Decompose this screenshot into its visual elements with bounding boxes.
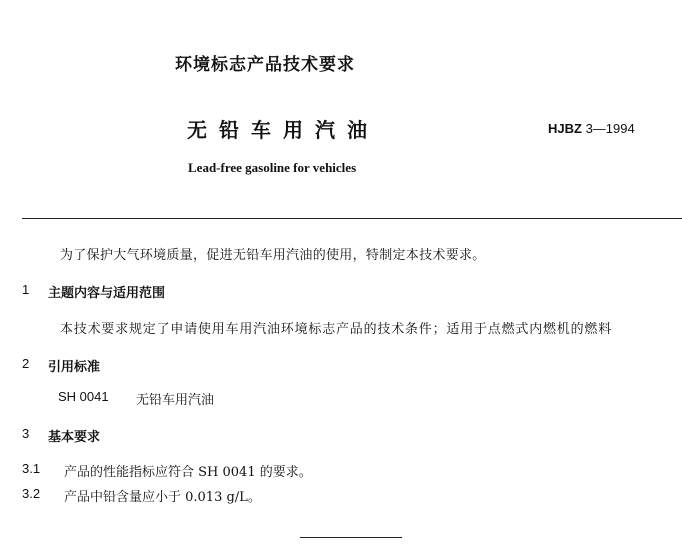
- referenced-standard-code: SH 0041: [58, 389, 109, 404]
- standard-series-heading: 环境标志产品技术要求: [175, 55, 355, 75]
- section-number: 1: [22, 282, 30, 297]
- section-body-scope: 本技术要求规定了申请使用车用汽油环境标志产品的技术条件；适用于点燃式内燃机的燃料: [60, 322, 613, 337]
- section-title-references: 引用标准: [48, 360, 101, 375]
- clause-number: 3.2: [22, 486, 41, 501]
- clause-number: 3.1: [22, 461, 41, 476]
- standard-code-prefix: HJBZ: [548, 121, 582, 136]
- standard-code-number: 3—1994: [585, 121, 635, 136]
- referenced-standard-name: 无铅车用汽油: [136, 393, 215, 408]
- clause-text: 产品中铅含量应小于 0.013 g/L。: [64, 490, 261, 505]
- clause-text: 产品的性能指标应符合 SH 0041 的要求。: [64, 465, 312, 480]
- header-divider: [22, 218, 682, 219]
- section-title-requirements: 基本要求: [48, 430, 101, 445]
- intro-paragraph: 为了保护大气环境质量，促进无铅车用汽油的使用，特制定本技术要求。: [60, 248, 486, 263]
- section-title-scope: 主题内容与适用范围: [48, 286, 166, 301]
- end-divider: [300, 537, 402, 538]
- document-title: 无铅车用汽油: [187, 118, 379, 142]
- english-title: Lead-free gasoline for vehicles: [188, 160, 357, 175]
- section-number: 3: [22, 426, 30, 441]
- standard-code: [548, 121, 635, 136]
- section-number: 2: [22, 356, 30, 371]
